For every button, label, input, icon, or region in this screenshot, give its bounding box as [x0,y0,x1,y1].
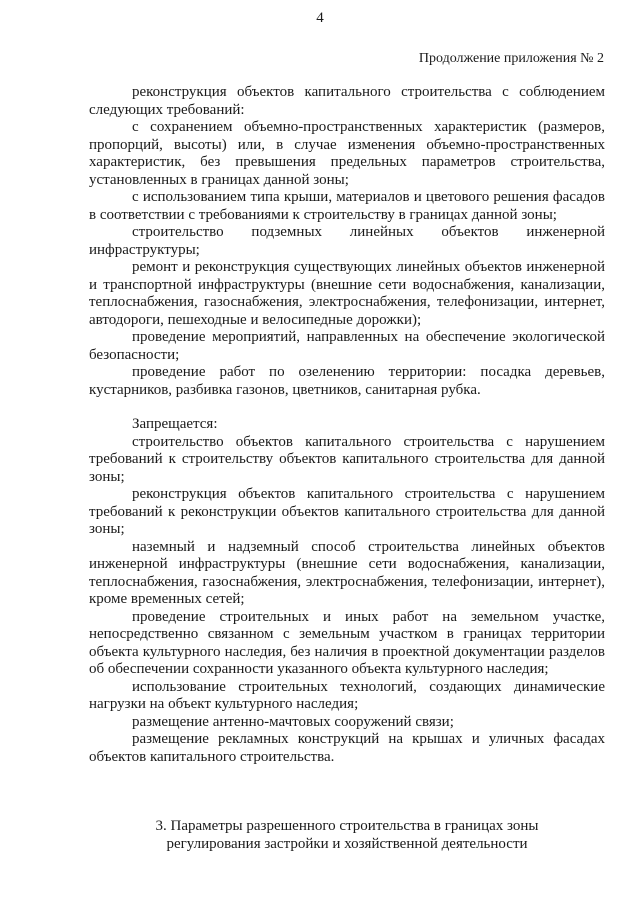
prohibited-paragraph: строительство объектов капитального строительства с нарушением требований к строительству объектов капитального строительства для данной зоны; [89,433,605,485]
document-body [89,84,605,766]
prohibited-paragraph: наземный и надземный способ строительства линейных объектов инженерной инфраструктуры (внешние сети водоснабжения, канализации, теплоснабжения, газоснабжения, электроснабжения, телефонизации, интернет), кроме временных сетей; [89,538,605,607]
prohibited-paragraph: реконструкция объектов капитального строительства с нарушением требований к реконструкции объектов капитального строительства для данной зоны; [89,486,605,537]
prohibited-paragraph: проведение строительных и иных работ на земельном участке, непосредственно связанном с земельным участком в границах территории объекта культурного наследия, без наличия в проектной документации разделов об обеспечении сохранности указанного объекта культурного наследия; [89,608,605,677]
allowed-paragraph: проведение мероприятий, направленных на обеспечение экологической безопасности; [89,329,605,363]
section-heading [89,818,605,853]
allowed-paragraph: проведение работ по озеленению территории: посадка деревьев, кустарников, разбивка газонов, цветников, санитарная рубка. [89,364,605,398]
allowed-paragraph: с использованием типа крыши, материалов и цветового решения фасадов в соответствии с требованиями к строительству в границах данной зоны; [89,189,605,223]
prohibited-paragraph: использование строительных технологий, создающих динамические нагрузки на объект культурного наследия; [89,678,605,712]
paragraph-gap [89,399,605,416]
prohibited-paragraph: размещение антенно-мачтовых сооружений связи; [132,713,454,730]
allowed-paragraph: строительство подземных линейных объектов инженерной инфраструктуры; [89,224,605,258]
allowed-paragraph: с сохранением объемно-пространственных характеристик (размеров, пропорций, высоты) или, в случае изменения объемно-пространственных характеристик, без превышения предельных параметров строительства, установленных в границах данной зоны; [89,119,605,188]
allowed-paragraph: реконструкция объектов капитального строительства с соблюдением следующих требований: [89,84,605,118]
allowed-paragraph: ремонт и реконструкция существующих линейных объектов инженерной и транспортной инфраструктуры (внешние сети водоснабжения, канализации, теплоснабжения, газоснабжения, электроснабжения, телефонизации, интернет, автодороги, пешеходные и велосипедные дорожки); [89,259,605,328]
prohibited-paragraph: размещение рекламных конструкций на крышах и уличных фасадах объектов капитального строительства. [89,731,605,765]
appendix-note: Продолжение приложения № 2 [418,51,604,66]
prohibited-title: Запрещается: [132,416,218,432]
page-number: 4 [316,10,324,26]
section-heading-line: регулирования застройки и хозяйственной деятельности [166,835,528,852]
section-heading-line: 3. Параметры разрешенного строительства в границах зоны [155,818,539,834]
